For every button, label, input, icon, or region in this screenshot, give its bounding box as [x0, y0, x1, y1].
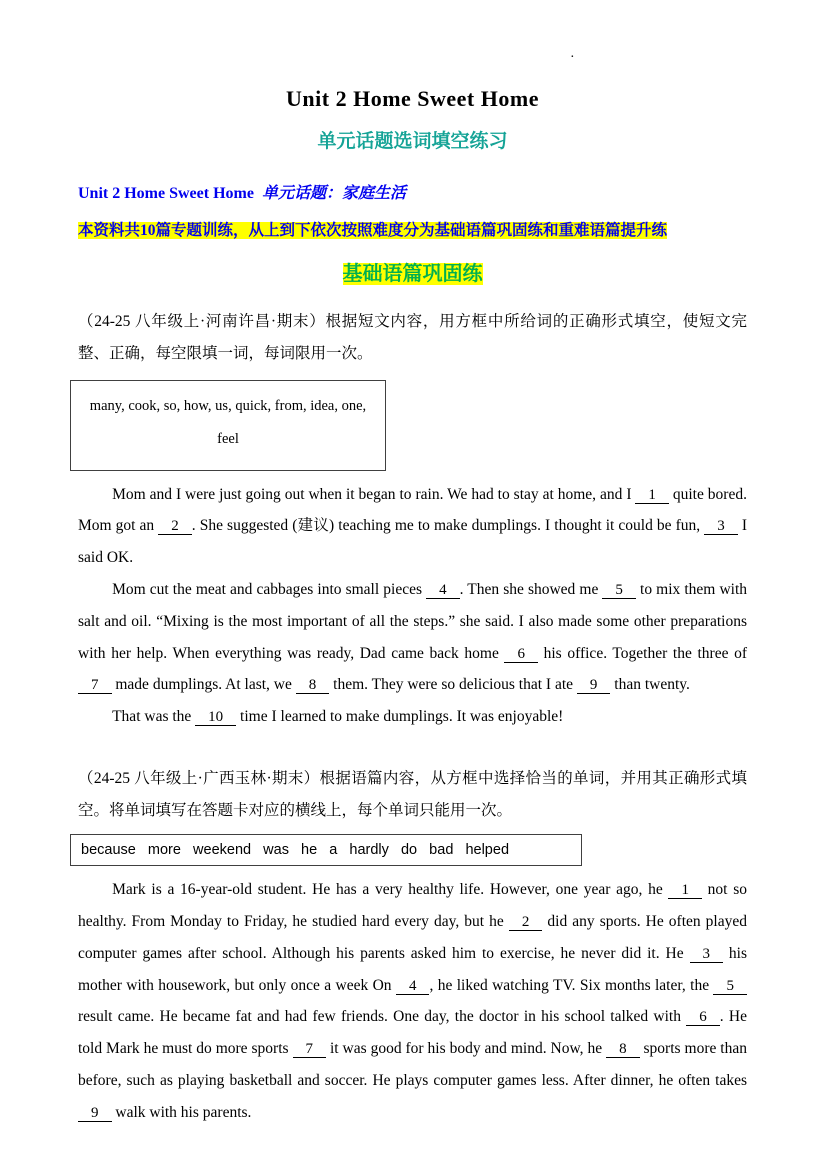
fill-blank-9: 9 [78, 1105, 112, 1122]
fill-blank-3: 3 [690, 946, 724, 963]
fill-blank-1: 1 [635, 487, 669, 504]
notice-text: 本资料共10篇专题训练，从上到下依次按照难度分为基础语篇巩固练和重难语篇提升练 [78, 222, 668, 239]
fill-blank-8: 8 [296, 677, 330, 694]
fill-blank-7: 7 [293, 1041, 327, 1058]
exercise1-paragraph-3: That was the 10 time I learned to make dumplings. It was enjoyable! [112, 708, 564, 726]
exercise1-word-box [70, 380, 386, 471]
exercise2-passage [78, 874, 747, 1128]
fill-blank-2: 2 [509, 914, 543, 931]
unit-topic-line [78, 180, 747, 203]
fill-blank-5: 5 [602, 582, 636, 599]
exercise1-instructions: （24-25 八年级上·河南许昌·期末）根据短文内容，用方框中所给词的正确形式填空，使短文完整、正确，每空限填一词，每词限用一次。 [78, 313, 747, 363]
corner-mark: · [570, 50, 575, 65]
fill-blank-3: 3 [704, 518, 738, 535]
fill-blank-6: 6 [504, 646, 538, 663]
exercise1-paragraph-2: Mom cut the meat and cabbages into small pieces 4 . Then she showed me 5 to mix them with salt and oil. “Mixing is the most important of all the steps.” she said. I also made some other preparations with her help. When everything was ready, Dad came back home 6 his office. Together the three of 7 made dumplings. At last, we 8 them. They were so delicious that I ate 9 than twenty. [78, 580, 748, 694]
fill-blank-10: 10 [195, 709, 236, 726]
document-title: Unit 2 Home Sweet Home [286, 86, 539, 111]
fill-blank-5: 5 [713, 978, 747, 995]
fill-blank-4: 4 [396, 978, 430, 995]
exercise1-passage [78, 479, 747, 733]
notice-line [78, 220, 747, 242]
exercise1-word-box-line-2: feel [217, 431, 239, 448]
fill-blank-7: 7 [78, 677, 112, 694]
fill-blank-9: 9 [577, 677, 611, 694]
unit-topic-zh: 单元话题：家庭生活 [261, 185, 406, 202]
document-subtitle: 单元话题选词填空练习 [317, 131, 508, 152]
fill-blank-8: 8 [606, 1041, 640, 1058]
section-title-line [78, 257, 747, 286]
exercise2-instructions: （24-25 八年级上·广西玉林·期末）根据语篇内容，从方框中选择恰当的单词，并用其正确形式填空。将单词填写在答题卡对应的横线上，每个单词只能用一次。 [78, 769, 747, 819]
exercise1-word-box-line-1: many, cook, so, how, us, quick, from, idea, one, [89, 398, 367, 414]
fill-blank-1: 1 [668, 882, 702, 899]
exercise1-paragraph-1: Mom and I were just going out when it began to rain. We had to stay at home, and I 1 quite bored. Mom got an 2 . She suggested (建议) teaching me to make dumplings. I thought it could be fun, 3 I said OK. [78, 485, 747, 567]
unit-topic-en: Unit 2 Home Sweet Home [78, 185, 254, 202]
fill-blank-6: 6 [686, 1009, 720, 1026]
section-title: 基础语篇巩固练 [342, 263, 483, 286]
fill-blank-2: 2 [158, 518, 192, 535]
fill-blank-4: 4 [426, 582, 460, 599]
exercise2-word-box: because more weekend was he a hardly do bad helped [70, 834, 582, 866]
exercise2-paragraph-1: Mark is a 16-year-old student. He has a very healthy life. However, one year ago, he 1 not so healthy. From Monday to Friday, he studied hard every day, but he 2 did any sports. He often played computer games after school. Although his parents asked him to exercise, he never did it. He 3 his mother with housework, but only once a week On 4 , he liked watching TV. Six months later, the 5 result came. He became fat and had few friends. One day, the doctor in his school talked with 6 . He told Mark he must do more sports 7 it was good for his body and mind. Now, he 8 sports more than before, such as playing basketball and soccer. He plays computer games less. After dinner, he often takes 9 walk with his parents. [78, 881, 748, 1121]
